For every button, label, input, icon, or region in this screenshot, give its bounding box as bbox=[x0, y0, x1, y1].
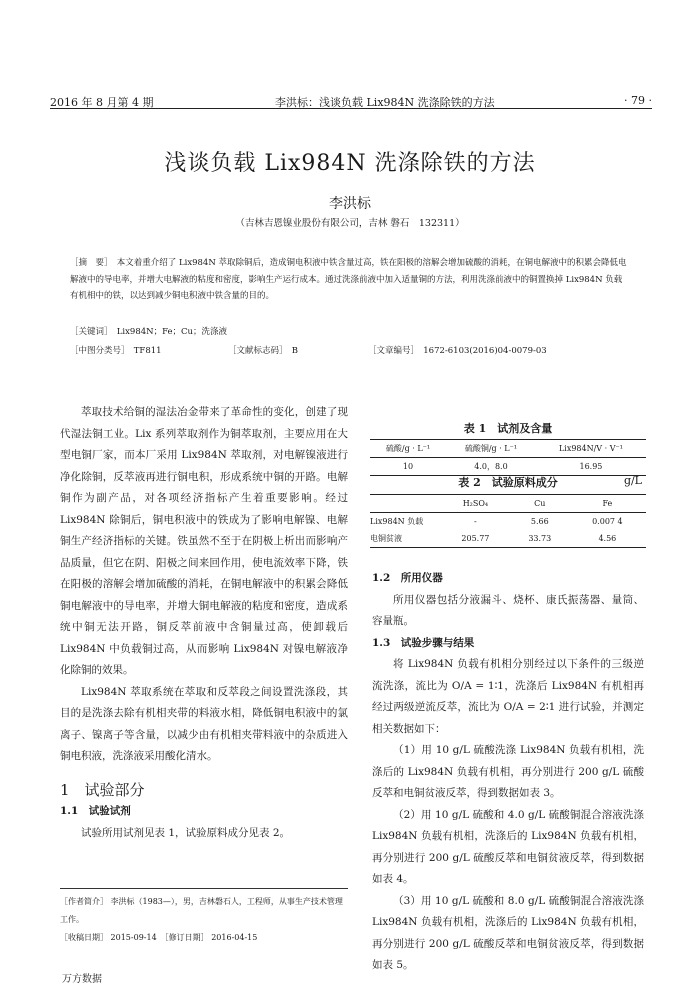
subsection-heading-1-2: 1.2 所用仪器 bbox=[372, 572, 443, 584]
table-2-header: Fe bbox=[602, 499, 613, 508]
subsection-heading-1-3: 1.3 试验步骤与结果 bbox=[372, 636, 475, 649]
table-cell: 4.56 bbox=[598, 534, 617, 543]
table-cell: Lix984N 负载 bbox=[370, 517, 424, 526]
table-2-caption: 表 2 试验原料成分 bbox=[458, 476, 558, 489]
received-dates: ［收稿日期］ 2015-09-14 ［修订日期］ 2016-04-15 bbox=[60, 933, 258, 942]
keywords: ［关键词］ Lix984N；Fe；Cu；洗涤液 bbox=[70, 327, 228, 337]
table-cell: 4.0，8.0 bbox=[474, 462, 508, 471]
table-cell: 16.95 bbox=[579, 462, 603, 471]
table-cell: - bbox=[474, 517, 477, 526]
step-item-3: （3）用 10 g/L 硫酸和 8.0 g/L 硫酸铜混合溶液洗涤 Lix984N 负载有机相，洗涤后的 Lix984N 负载有机相，再分别进行 200 g/L 硫酸反萃和电铜贫液反萃，得到数据如表 5。 bbox=[372, 894, 644, 971]
table-row bbox=[370, 458, 646, 476]
table-cell: 33.73 bbox=[528, 534, 552, 543]
table-row bbox=[370, 513, 646, 531]
intro-paragraph-1: 萃取技术给铜的湿法冶金带来了革命性的变化，创建了现代湿法铜工业。Lix 系列萃取剂作为铜萃取剂，主要应用在大型电铜厂家，而本厂采用 Lix984N 萃取剂，对电解镍液进行净化除铜，反萃液再进行铜电积，形成系统中铜的开路。电解铜作为副产品，对各项经济指标产生着重要影响。经过 Lix984N 除铜后，铜电积液中的铁成为了影响电解镍、电解铜生产经济指标的关键。铁虽然不至于在阴极上析出而影响产品质量，但它在阴、阳极之间来回作用，使电流效率下降，铁在阳极的溶解会增加硫酸的消耗，在铜电解液中的积累会降低铜电解液中的导电率，并增大铜电解液的粘度和密度，造成系统中铜无法开路，铜反萃前液中含铜量过高，使卸载后 Lix984N 中负载铜过高，从而影响 Lix984N 对镍电解液净化除铜的效果。 bbox=[60, 406, 348, 676]
table-cell: 0.007 4 bbox=[592, 517, 623, 526]
table-cell: 电铜贫液 bbox=[370, 534, 402, 543]
document-code: ［文献标志码］ B bbox=[228, 346, 298, 356]
table-1 bbox=[370, 420, 646, 476]
page-number: · 79 · bbox=[624, 94, 652, 107]
table-1-grid bbox=[370, 439, 646, 476]
table-2-caption-row bbox=[370, 474, 646, 494]
table-1-header: Lix984N/V · V⁻¹ bbox=[558, 444, 623, 453]
author-intro: ［作者简介］ 李洪标（1983—），男，吉林磐石人，工程师，从事生产技术管理工作。 bbox=[60, 897, 343, 924]
instruments-paragraph: 所用仪器包括分液漏斗、烧杯、康氏振荡器、量筒、容量瓶。 bbox=[372, 593, 644, 627]
section-heading-1: 1 试验部分 bbox=[60, 780, 145, 799]
table-2-header: H₂SO₄ bbox=[462, 499, 489, 508]
running-header bbox=[50, 94, 652, 109]
table-2-unit: g/L bbox=[623, 474, 642, 487]
table-2 bbox=[370, 474, 646, 548]
table-1-caption: 表 1 试剂及含量 bbox=[463, 422, 553, 435]
issue-label: 2016 年 8 月第 4 期 bbox=[50, 96, 154, 109]
reagent-paragraph: 试验所用试剂见表 1，试验原料成分见表 2。 bbox=[81, 826, 291, 839]
step-item-2: （2）用 10 g/L 硫酸和 4.0 g/L 硫酸铜混合溶液洗涤 Lix984N 负载有机相，洗涤后的 Lix984N 负载有机相，再分别进行 200 g/L 硫酸反萃和电铜贫液反萃，得到数据如表 4。 bbox=[372, 808, 644, 885]
clc-number: ［中图分类号］ TF811 bbox=[70, 346, 162, 356]
author-name: 李洪标 bbox=[329, 196, 371, 212]
author-affiliation: （吉林吉恩镍业股份有限公司，吉林 磐石 132311） bbox=[235, 218, 465, 229]
steps-paragraph: 将 Lix984N 负载有机相分别经过以下条件的三级逆流洗涤，流比为 O/A = 1∶1，洗涤后 Lix984N 有机相再经过两级逆流反萃，流比为 O/A = 2∶1 进行试验，并测定相关数据如下： bbox=[372, 658, 644, 735]
table-1-header: 硫酸/g · L⁻¹ bbox=[385, 444, 431, 453]
table-cell: 5.66 bbox=[530, 517, 549, 526]
table-2-header bbox=[370, 495, 440, 513]
table-row bbox=[370, 530, 646, 548]
table-2-grid bbox=[370, 494, 646, 548]
right-column bbox=[372, 568, 644, 977]
watermark: 万方数据 bbox=[62, 974, 102, 985]
abstract-text: ［摘 要］ 本文着重介绍了 Lix984N 萃取除铜后，造成铜电积液中铁含量过高，铁在阳极的溶解会增加硫酸的消耗，在铜电解液中的积累会降低电解液中的导电率，并增大电解液的粘度和密度，影响生产运行成本。通过洗涤前液中加入适量铜的方法，利用洗涤前液中的铜置换掉 Lix984N 负载有机相中的铁，以达到减少铜电积液中铁含量的目的。 bbox=[70, 258, 627, 301]
step-item-1: （1）用 10 g/L 硫酸洗涤 Lix984N 负载有机相，洗涤后的 Lix984N 负载有机相，再分别进行 200 g/L 硫酸反萃和电铜贫液反萃，得到数据如表 3。 bbox=[372, 744, 644, 799]
footnote bbox=[60, 888, 348, 947]
abstract bbox=[70, 255, 630, 305]
paper-title: 浅谈负载 Lix984N 洗涤除铁的方法 bbox=[164, 151, 536, 176]
table-cell: 10 bbox=[402, 462, 414, 471]
article-number: ［文章编号］ 1672-6103(2016)04-0079-03 bbox=[368, 346, 547, 356]
left-column bbox=[60, 402, 348, 844]
running-title: 李洪标：浅谈负载 Lix984N 洗涤除铁的方法 bbox=[275, 96, 495, 109]
intro-paragraph-2: Lix984N 萃取系统在萃取和反萃段之间设置洗涤段，其目的是洗涤去除有机相夹带的料液水相，降低铜电积液中的氯离子、镍离子等含量，以减少由有机相夹带料液中的杂质进入铜电积液，洗涤液采用酸化清水。 bbox=[60, 685, 348, 762]
subsection-heading-1-1: 1.1 试验试剂 bbox=[60, 805, 131, 817]
table-2-header: Cu bbox=[534, 499, 546, 508]
table-1-header: 硫酸铜/g · L⁻¹ bbox=[464, 444, 518, 453]
table-cell: 205.77 bbox=[461, 534, 490, 543]
